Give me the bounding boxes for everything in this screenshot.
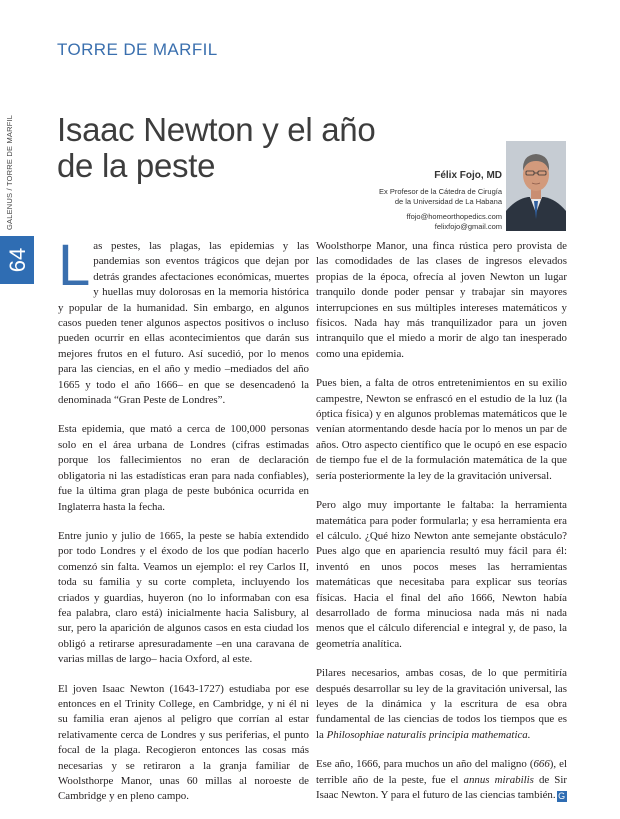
author-block — [379, 170, 502, 232]
paragraph: Esta epidemia, que mató a cerca de 100,000 personas solo en el área urbana de Londres (cifras estimadas porque los fallecimientos no eran de declaración obligatoria ni las estadísticas eran para nada confiables), fue la última gran plaga de peste bubónica ocurrida en Inglaterra hasta la fecha. — [58, 423, 309, 513]
section-label: TORRE DE MARFIL — [57, 40, 218, 59]
author-photo — [506, 141, 566, 231]
author-email-2[interactable]: felixfojo@gmail.com — [434, 222, 502, 231]
page-number: 64 — [4, 247, 30, 273]
author-name: Félix Fojo, MD — [434, 170, 502, 181]
paragraph: Las pestes, las plagas, las epidemias y las pandemias son eventos trágicos que dejan por detrás grandes afectaciones económicas, muertes y huellas muy dolorosas en la memoria histórica y popular de la humanidad. Sin embargo, en algunos casos pueden tener algunos aspectos positivos o incluso pueden ocurrir en ellas acontecimientos que darán sus mejores frutos en el futuro. Así sucedió, por lo menos para las ciencias, en el año y medio –mediados del año 1665 y todo el año 1666– en que se desencadenó la denominada “Gran Peste de Londres”. — [58, 233, 309, 407]
paragraph: Pilares necesarios, ambas cosas, de lo que permitiría después desarrollar su ley de la gravitación universal, las leyes de la dinámica y la escritura de esa obra fundamental de las ciencias de todos los tiempos que es la Philosophiae naturalis principia mathematica. — [316, 667, 567, 741]
paragraph: Ese año, 1666, para muchos un año del maligno (666), el terrible año de la peste, fue el annus mirabilis de Sir Isaac Newton. Y para el futuro de las ciencias también. G — [316, 758, 568, 801]
paragraph: Woolsthorpe Manor, una finca rústica pero provista de las comodidades de las clases de ingresos elevados propias de la época, ofrecía al joven Newton un lugar tranquilo donde poder pensar y trabajar sin mayores interrupciones en sus múltiples intereses matemáticos y físicos. Nada hay más tranquilizador para un joven intranquilo que el miedo a morir de algo tan inesperado como una epidemia. — [316, 240, 567, 360]
author-email-1[interactable]: ffojo@homeorthopedics.com — [406, 212, 502, 221]
running-head: GALENUS / TORRE DE MARFIL — [5, 114, 14, 230]
end-mark-icon: G — [558, 791, 566, 801]
author-affiliation: Ex Profesor de la Cátedra de Cirugía de la Universidad de La Habana — [379, 187, 502, 206]
paragraph: Pues bien, a falta de otros entretenimientos en su exilio campestre, Newton se enfrascó en el estudio de la luz (la óptica física) y en algunos problemas matemáticos que le venían atormentando desde hacía por lo menos un par de años. Otro aspecto científico que le ocupó en ese espacio de tiempo fue el de la formulación matemática de la que sería posteriormente la ley de la gravitación universal. — [316, 377, 567, 482]
article-title: Isaac Newton y el año de la peste — [57, 111, 376, 184]
column-2 — [316, 239, 567, 817]
paragraph: Entre junio y julio de 1665, la peste se había extendido por todo Londres y el éxodo de los que podían hacerlo comenzó sin falta. Veamos un ejemplo: el rey Carlos II, toda su familia y su corte completa, incluyendo los criados y guardias, huyeron (no lo informaban con esa fea palabra, claro está) inicialmente hacia Salisbury, al sur, pero la aparición de algunos casos en esta ciudad los obligó a retirarse apresuradamente –en una caravana de varias millas de largo– hacia Oxford, al este. — [58, 529, 309, 666]
author-emails — [379, 212, 502, 232]
column-1 — [58, 233, 309, 819]
drop-cap: L — [58, 233, 91, 298]
paragraph: El joven Isaac Newton (1643-1727) estudiaba por ese entonces en el Trinity College, en Cambridge, y ni él ni su familia eran ajenos al peligro que corrían al estar relativamente cerca de Londres y sus periferias, el punto focal de la plaga. Recogieron entonces las cosas más necesarias y se retiraron a la granja familiar de Woolsthorpe Manor, unas 60 millas al noroeste de Cambridge y en pleno campo. — [58, 682, 309, 803]
paragraph: Pero algo muy importante le faltaba: la herramienta matemática para poder formularla; y esa herramienta era el cálculo. ¿Qué hizo Newton ante semejante obstáculo? Pues algo que en apariencia resultó muy fácil para él: inventó en unos pocos meses las herramientas matemáticas que necesitaba para explicar sus teorías físicas. Hacia el final del año 1666, Newton había desarrollado de forma minuciosa nada más ni nada menos que el cálculo diferencial e integral y, de paso, la geometría analítica. — [316, 499, 567, 650]
